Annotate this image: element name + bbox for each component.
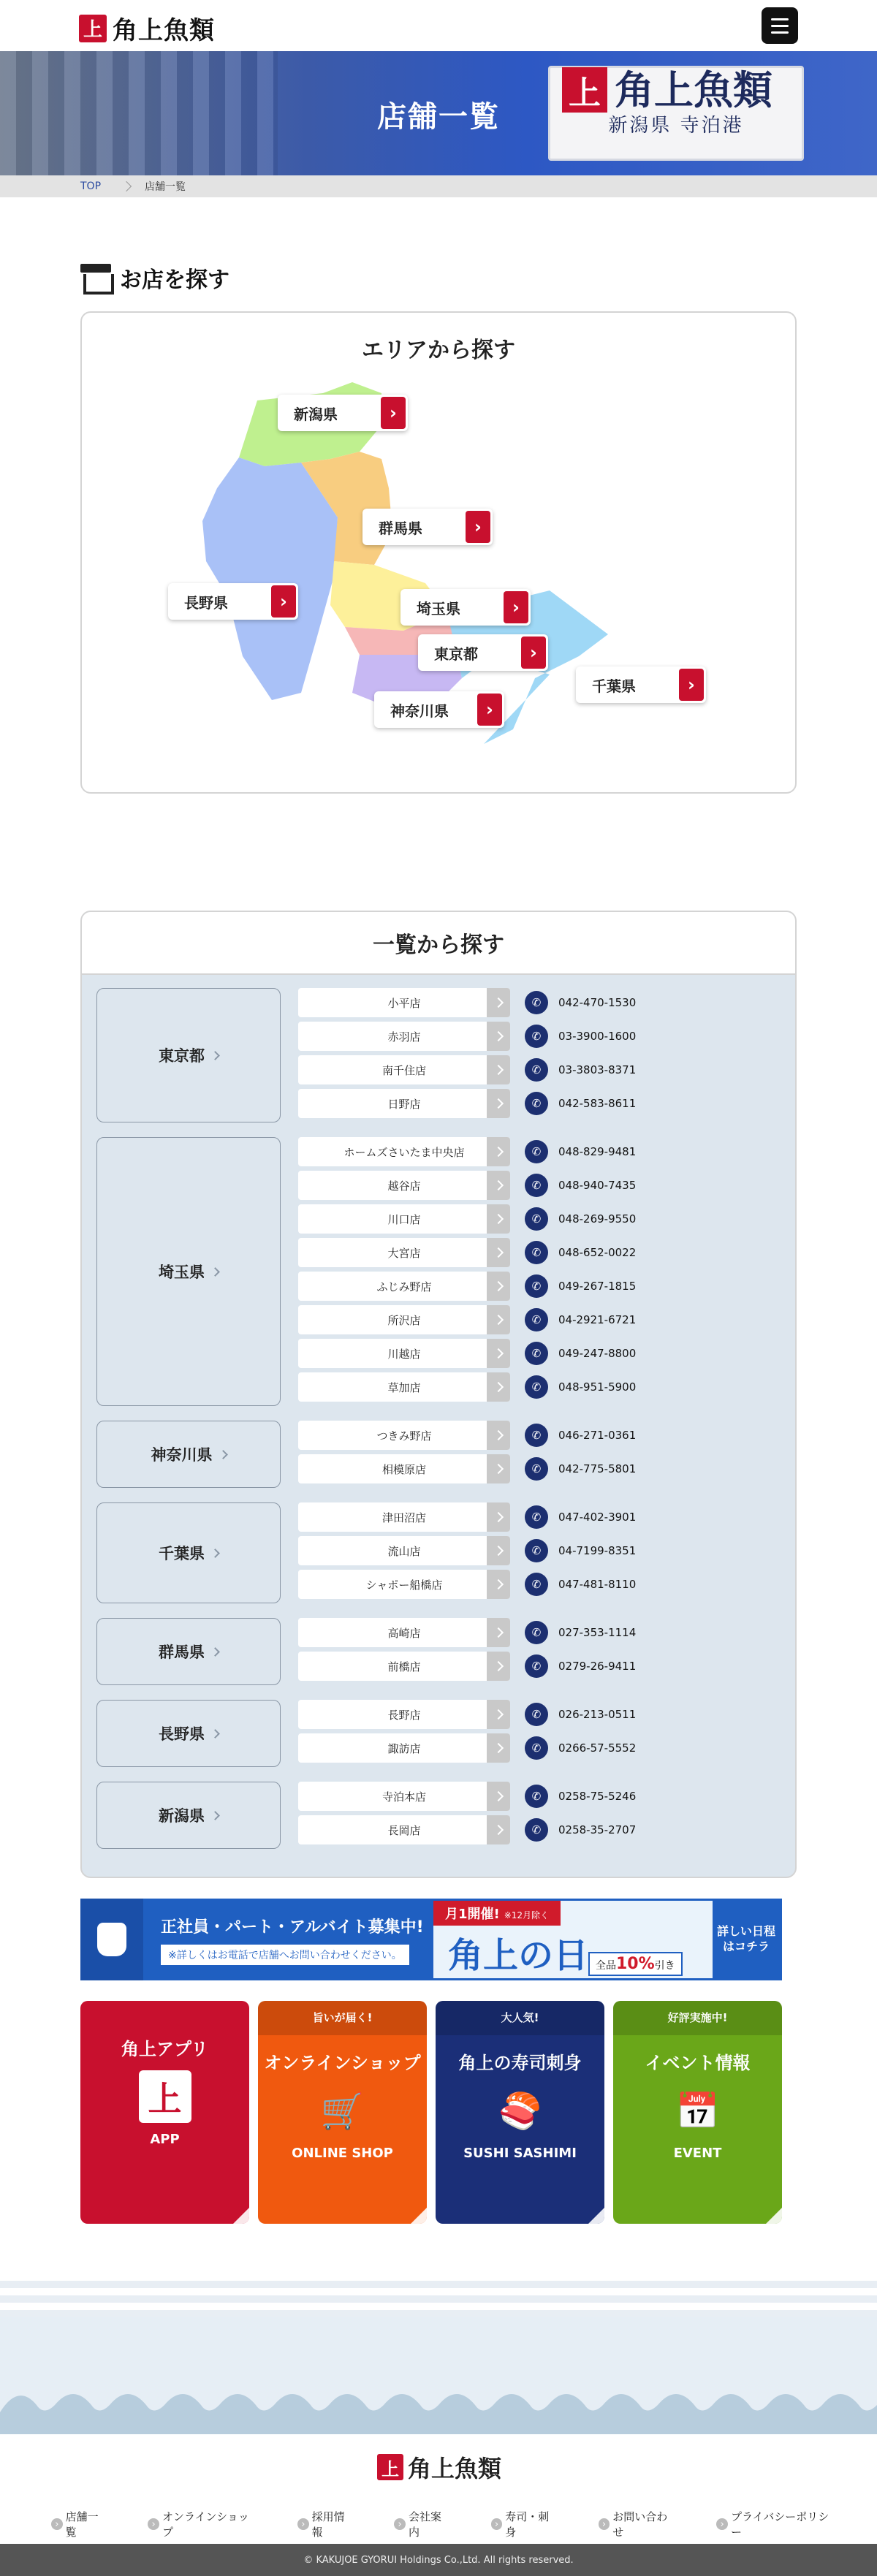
store-name: 川越店	[387, 1347, 421, 1361]
store-phone[interactable]	[525, 1505, 636, 1529]
breadcrumb-top-link[interactable]: TOP	[80, 181, 102, 192]
footer-logo[interactable]	[377, 2450, 501, 2484]
store-name: ふじみ野店	[376, 1280, 432, 1293]
chevron-right-icon	[487, 1618, 510, 1647]
store-phone[interactable]	[525, 1174, 636, 1197]
store-phone-number: 042-775-5801	[558, 1462, 637, 1475]
phone-icon: ✆	[525, 1058, 548, 1082]
store-link[interactable]	[298, 1305, 510, 1334]
footer-nav	[51, 2509, 877, 2539]
pref-link-label: 群馬県	[159, 1644, 205, 1661]
footer-wave-decoration	[0, 2317, 877, 2434]
store-phone[interactable]	[525, 1703, 636, 1726]
store-row	[298, 1733, 781, 1763]
store-phone[interactable]	[525, 1092, 636, 1115]
area-search-title: エリアから探す	[362, 338, 515, 363]
card-tag: 旨いが届く!	[258, 2001, 427, 2035]
area-search-box	[80, 311, 797, 794]
store-phone[interactable]	[525, 1621, 636, 1644]
store-name: 流山店	[387, 1544, 421, 1558]
pref-label-gunma: 群馬県	[379, 519, 422, 537]
hero-banner	[0, 51, 877, 175]
sign-sub: 新潟県 寺泊港	[608, 115, 744, 137]
store-phone-number: 046-271-0361	[558, 1429, 637, 1442]
store-link[interactable]	[298, 1454, 510, 1483]
store-row	[298, 1171, 781, 1200]
event-details-link: 詳しい日程はコチラ	[713, 1901, 780, 1978]
corner-arrow-icon	[411, 2208, 427, 2224]
store-name: シャポー船橋店	[365, 1578, 443, 1592]
store-phone[interactable]	[525, 1207, 636, 1231]
store-phone[interactable]	[525, 1573, 636, 1596]
store-row	[298, 1055, 781, 1084]
chevron-right-icon	[487, 1421, 510, 1450]
pref-link[interactable]	[96, 1782, 281, 1849]
store-name: 日野店	[387, 1097, 421, 1111]
site-logo[interactable]	[79, 10, 215, 46]
recruit-banner[interactable]	[80, 1899, 431, 1980]
store-phone-number: 048-829-9481	[558, 1145, 637, 1158]
chevron-right-icon	[487, 1570, 510, 1599]
promo-banners	[80, 1899, 782, 1980]
store-phone-number: 047-402-3901	[558, 1511, 637, 1524]
menu-icon[interactable]	[762, 7, 798, 44]
store-name: 川口店	[387, 1212, 421, 1226]
breadcrumb	[0, 175, 877, 197]
chevron-right-icon	[487, 1502, 510, 1532]
store-phone-number: 026-213-0511	[558, 1708, 637, 1721]
chevron-right-icon	[219, 1450, 228, 1459]
app-icon: 上	[139, 2070, 191, 2123]
event-tag	[433, 1901, 561, 1926]
pref-link-label: 千葉県	[159, 1545, 205, 1562]
pref-link[interactable]	[96, 1421, 281, 1488]
pref-link-label: 埼玉県	[159, 1264, 205, 1281]
chevron-right-icon	[487, 1372, 510, 1402]
store-name: 諏訪店	[387, 1741, 421, 1755]
store-name: 相模原店	[381, 1462, 426, 1476]
pref-group	[96, 1137, 781, 1406]
phone-icon: ✆	[525, 1654, 548, 1678]
store-link[interactable]	[298, 1733, 510, 1763]
chevron-right-icon	[487, 1089, 510, 1118]
store-link[interactable]	[298, 1815, 510, 1844]
phone-icon: ✆	[525, 1092, 548, 1115]
footer-nav-link[interactable]: › 会社案内	[394, 2509, 451, 2539]
store-row	[298, 1502, 781, 1532]
pref-link-label: 新潟県	[159, 1807, 205, 1825]
store-name: 長野店	[387, 1708, 421, 1722]
phone-icon: ✆	[525, 1025, 548, 1048]
store-phone-number: 04-2921-6721	[558, 1313, 637, 1326]
phone-icon: ✆	[525, 1174, 548, 1197]
phone-icon: ✆	[525, 1703, 548, 1726]
store-phone-number: 048-940-7435	[558, 1179, 637, 1192]
corner-arrow-icon	[766, 2208, 782, 2224]
discount-pre: 全品	[596, 1960, 616, 1972]
store-rows	[298, 988, 781, 1122]
store-phone[interactable]	[525, 991, 636, 1014]
store-row	[298, 1700, 781, 1729]
store-rows	[298, 1421, 781, 1488]
footer-logo-text: 角上魚類	[408, 2455, 502, 2482]
store-phone[interactable]	[525, 1308, 636, 1331]
find-store-heading	[80, 262, 877, 294]
sign-name: 角上魚類	[615, 67, 772, 113]
pref-link[interactable]	[96, 1700, 281, 1767]
pref-label-chiba: 千葉県	[592, 677, 636, 695]
store-link[interactable]	[298, 1238, 510, 1267]
store-phone[interactable]	[525, 1818, 636, 1842]
footer-nav-link[interactable]: › オンラインショップ	[148, 2509, 258, 2539]
store-name: 越谷店	[387, 1179, 421, 1193]
kakujo-day-banner[interactable]	[431, 1899, 782, 1980]
store-name: 南千住店	[381, 1063, 426, 1077]
store-name: ホームズさいたま中央店	[343, 1145, 465, 1159]
pref-group	[96, 1618, 781, 1685]
store-name: 大宮店	[387, 1246, 421, 1260]
pref-group	[96, 1782, 781, 1849]
store-phone[interactable]	[525, 1274, 636, 1298]
pref-label-kanagawa: 神奈川県	[390, 702, 449, 720]
store-link[interactable]	[298, 1171, 510, 1200]
store-link[interactable]	[298, 1137, 510, 1166]
calendar-icon: 📅	[675, 2090, 720, 2132]
store-phone-number: 03-3900-1600	[558, 1030, 637, 1043]
pref-button-nagano[interactable]	[168, 583, 298, 620]
card-title: オンラインショップ	[264, 2053, 421, 2073]
card-subtitle: ONLINE SHOP	[292, 2146, 393, 2161]
chevron-right-icon	[210, 1267, 220, 1277]
discount-value: 10%	[616, 1955, 655, 1973]
wave-pattern	[0, 2383, 877, 2434]
store-row	[298, 1022, 781, 1051]
store-phone-number: 048-951-5900	[558, 1380, 637, 1394]
store-phone-number: 042-583-8611	[558, 1097, 637, 1110]
store-row	[298, 1815, 781, 1844]
store-row	[298, 1454, 781, 1483]
store-phone-number: 0258-35-2707	[558, 1823, 637, 1836]
store-row	[298, 1089, 781, 1118]
page-title: 店舗一覧	[377, 100, 500, 134]
chevron-right-icon	[487, 1700, 510, 1729]
phone-icon: ✆	[525, 1140, 548, 1163]
footer-nav-link[interactable]: › プライバシーポリシー	[716, 2509, 838, 2539]
store-link[interactable]	[298, 1272, 510, 1301]
footer-nav-link[interactable]: › お問い合わせ	[599, 2509, 677, 2539]
phone-icon: ✆	[525, 1505, 548, 1529]
chevron-right-icon	[487, 1137, 510, 1166]
chevron-right-icon: ›	[679, 669, 704, 701]
logo-mark: 上	[79, 15, 107, 42]
footer-nav-link[interactable]: › 寿司・刺身	[491, 2509, 559, 2539]
store-rows	[298, 1502, 781, 1603]
card-tag: 好評実施中!	[613, 2001, 782, 2035]
chevron-right-icon: ›	[381, 397, 406, 429]
store-link[interactable]	[298, 1652, 510, 1681]
store-name: 前橋店	[387, 1660, 421, 1673]
store-phone[interactable]	[525, 1736, 636, 1760]
shop-icon	[80, 264, 111, 292]
chevron-right-icon	[487, 1055, 510, 1084]
sign-mark: 上	[562, 67, 607, 113]
store-phone[interactable]	[525, 1785, 636, 1808]
site-header	[0, 0, 877, 51]
copyright: © KAKUJOE GYORUI Holdings Co.,Ltd. All rights reserved.	[0, 2544, 877, 2576]
recruit-title: 正社員・パート・アルバイト募集中!	[161, 1918, 424, 1937]
chevron-right-icon: ›	[271, 585, 296, 618]
store-phone-number: 047-481-8110	[558, 1578, 637, 1591]
pref-link[interactable]	[96, 1618, 281, 1685]
event-tag-text: 月1開催!	[445, 1907, 500, 1922]
store-phone[interactable]	[525, 1342, 636, 1365]
store-list-box	[80, 911, 797, 1878]
chevron-right-icon	[487, 1204, 510, 1234]
store-link[interactable]	[298, 1089, 510, 1118]
store-link[interactable]	[298, 1022, 510, 1051]
phone-icon: ✆	[525, 1207, 548, 1231]
chevron-right-icon	[210, 1647, 220, 1657]
phone-icon: ✆	[525, 1736, 548, 1760]
store-row	[298, 1204, 781, 1234]
store-rows	[298, 1618, 781, 1685]
store-phone[interactable]	[525, 1025, 636, 1048]
card-tag: 大人気!	[436, 2001, 604, 2035]
card-title: 角上アプリ	[121, 2039, 209, 2059]
corner-arrow-icon	[233, 2208, 249, 2224]
store-row	[298, 1570, 781, 1599]
chevron-right-icon: ›	[477, 694, 502, 726]
store-phone[interactable]	[525, 1058, 636, 1082]
discount-badge	[588, 1952, 683, 1976]
feature-card[interactable]	[80, 2001, 249, 2224]
store-name: 草加店	[387, 1380, 421, 1394]
store-name: 赤羽店	[387, 1030, 421, 1044]
store-row	[298, 1272, 781, 1301]
pref-group	[96, 1502, 781, 1603]
chevron-right-icon	[487, 1022, 510, 1051]
pref-link[interactable]	[96, 1137, 281, 1406]
store-link[interactable]	[298, 1339, 510, 1368]
discount-post: 引き	[654, 1960, 675, 1972]
phone-icon: ✆	[525, 1573, 548, 1596]
chevron-right-icon	[487, 1815, 510, 1844]
map-nagano	[202, 457, 338, 700]
chevron-right-icon	[487, 1454, 510, 1483]
footer-stripes	[0, 2281, 877, 2317]
store-link[interactable]	[298, 1618, 510, 1647]
site-footer	[0, 2434, 877, 2544]
store-rows	[298, 1137, 781, 1406]
store-row	[298, 1305, 781, 1334]
event-tag-note: ※12月除く	[504, 1910, 550, 1920]
store-name: 津田沼店	[381, 1511, 426, 1524]
pref-link[interactable]	[96, 988, 281, 1122]
chevron-right-icon: ›	[521, 637, 546, 669]
card-subtitle: SUSHI SASHIMI	[463, 2146, 577, 2161]
feature-cards	[80, 2001, 782, 2224]
store-row	[298, 1421, 781, 1450]
store-name: 長岡店	[387, 1823, 421, 1837]
pref-group	[96, 1700, 781, 1767]
store-link[interactable]	[298, 1536, 510, 1565]
store-row	[298, 1536, 781, 1565]
store-link[interactable]	[298, 1421, 510, 1450]
store-phone-number: 048-269-9550	[558, 1212, 637, 1226]
phone-icon: ✆	[525, 1308, 548, 1331]
card-subtitle: EVENT	[673, 2146, 722, 2161]
store-row	[298, 1372, 781, 1402]
chevron-right-icon	[487, 1272, 510, 1301]
phone-icon: ✆	[525, 1375, 548, 1399]
footer-logo-mark: 上	[377, 2454, 403, 2480]
store-name: 小平店	[387, 996, 421, 1010]
phone-icon: ✆	[525, 991, 548, 1014]
chevron-right-icon	[210, 1549, 220, 1558]
chevron-right-icon	[487, 1238, 510, 1267]
corner-arrow-icon	[588, 2208, 604, 2224]
store-link[interactable]	[298, 1700, 510, 1729]
phone-icon: ✆	[525, 1274, 548, 1298]
store-phone-number: 03-3803-8371	[558, 1063, 637, 1076]
store-phone-number: 049-267-1815	[558, 1280, 637, 1293]
sushi-icon: 🍣	[498, 2090, 542, 2132]
card-title: イベント情報	[645, 2053, 751, 2073]
recruit-note: ※詳しくはお電話で店舗へお問い合わせください。	[161, 1945, 409, 1965]
breadcrumb-current: 店舗一覧	[145, 181, 186, 193]
phone-icon: ✆	[525, 1621, 548, 1644]
store-phone-number: 04-7199-8351	[558, 1544, 637, 1557]
pref-label-saitama: 埼玉県	[417, 599, 460, 618]
store-name: 寺泊本店	[381, 1790, 426, 1804]
chevron-right-icon	[487, 1536, 510, 1565]
store-link[interactable]	[298, 1055, 510, 1084]
store-list-title: 一覧から探す	[82, 912, 795, 975]
store-row	[298, 1339, 781, 1368]
store-rows	[298, 1700, 781, 1767]
store-row	[298, 1618, 781, 1647]
store-phone-number: 0279-26-9411	[558, 1660, 637, 1673]
store-rows	[298, 1782, 781, 1849]
card-subtitle: APP	[150, 2132, 180, 2147]
chevron-right-icon: ›	[504, 591, 528, 623]
store-phone[interactable]	[525, 1375, 636, 1399]
chevron-right-icon	[210, 1051, 220, 1060]
pref-label-tokyo: 東京都	[434, 645, 478, 663]
store-name: 所沢店	[387, 1313, 421, 1327]
store-phone[interactable]	[525, 1457, 636, 1481]
chevron-right-icon	[487, 988, 510, 1017]
feature-card[interactable]	[258, 2001, 427, 2224]
chevron-right-icon	[487, 1305, 510, 1334]
store-row	[298, 1238, 781, 1267]
pref-button-kanagawa[interactable]	[374, 691, 504, 728]
pref-button-niigata[interactable]	[278, 395, 408, 431]
store-link[interactable]	[298, 988, 510, 1017]
card-title: 角上の寿司刺身	[458, 2053, 582, 2073]
pref-button-tokyo[interactable]	[418, 634, 548, 671]
pref-button-chiba[interactable]	[576, 666, 706, 703]
phone-icon: ✆	[525, 1342, 548, 1365]
event-big-title: 角上の日	[448, 1935, 589, 1976]
chevron-right-icon	[487, 1171, 510, 1200]
store-link[interactable]	[298, 1372, 510, 1402]
feature-card[interactable]	[613, 2001, 782, 2224]
phone-icon: ✆	[525, 1241, 548, 1264]
pref-link[interactable]	[96, 1502, 281, 1603]
chevron-right-icon	[487, 1652, 510, 1681]
phone-icon: ✆	[525, 1818, 548, 1842]
pref-link-label: 東京都	[159, 1047, 205, 1065]
pref-group	[96, 1421, 781, 1488]
pref-label-niigata: 新潟県	[294, 405, 338, 423]
store-link[interactable]	[298, 1782, 510, 1811]
feature-card[interactable]	[436, 2001, 604, 2224]
store-phone[interactable]	[525, 1654, 636, 1678]
footer-nav-link[interactable]: › 採用情報	[297, 2509, 354, 2539]
store-phone[interactable]	[525, 1241, 636, 1264]
store-phone[interactable]	[525, 1424, 636, 1447]
store-phone-number: 0266-57-5552	[558, 1741, 637, 1755]
store-list-body	[82, 975, 795, 1877]
store-link[interactable]	[298, 1204, 510, 1234]
cart-icon: 🛒	[320, 2090, 365, 2132]
store-phone[interactable]	[525, 1140, 636, 1163]
store-phone-number: 049-247-8800	[558, 1347, 637, 1360]
store-phone-number: 0258-75-5246	[558, 1790, 637, 1803]
store-phone-number: 042-470-1530	[558, 996, 637, 1009]
store-name: つきみ野店	[376, 1429, 432, 1443]
phone-icon: ✆	[525, 1457, 548, 1481]
pref-group	[96, 988, 781, 1122]
store-phone-number: 048-652-0022	[558, 1246, 637, 1259]
chevron-right-icon	[210, 1729, 220, 1739]
chevron-right-icon	[487, 1782, 510, 1811]
find-store-title: お店を探す	[120, 267, 229, 293]
store-row	[298, 988, 781, 1017]
store-phone-number: 027-353-1114	[558, 1626, 637, 1639]
pref-button-gunma[interactable]	[362, 509, 493, 545]
chevron-right-icon: ›	[466, 511, 490, 543]
logo-text: 角上魚類	[113, 16, 215, 45]
phone-icon: ✆	[525, 1785, 548, 1808]
chevron-right-icon	[487, 1733, 510, 1763]
breadcrumb-separator	[121, 181, 132, 191]
store-row	[298, 1652, 781, 1681]
pref-button-saitama[interactable]	[400, 589, 531, 626]
footer-nav-link[interactable]: › 店舗一覧	[51, 2509, 108, 2539]
pref-link-label: 長野県	[159, 1725, 205, 1743]
chevron-right-icon	[210, 1811, 220, 1820]
store-name: 高崎店	[387, 1626, 421, 1640]
store-link[interactable]	[298, 1502, 510, 1532]
chevron-right-icon	[487, 1339, 510, 1368]
pref-link-label: 神奈川県	[151, 1446, 213, 1464]
store-phone[interactable]	[525, 1539, 636, 1562]
apron-icon	[80, 1899, 143, 1980]
pref-label-nagano: 長野県	[184, 593, 228, 612]
store-row	[298, 1782, 781, 1811]
store-link[interactable]	[298, 1570, 510, 1599]
phone-icon: ✆	[525, 1539, 548, 1562]
store-row	[298, 1137, 781, 1166]
phone-icon: ✆	[525, 1424, 548, 1447]
